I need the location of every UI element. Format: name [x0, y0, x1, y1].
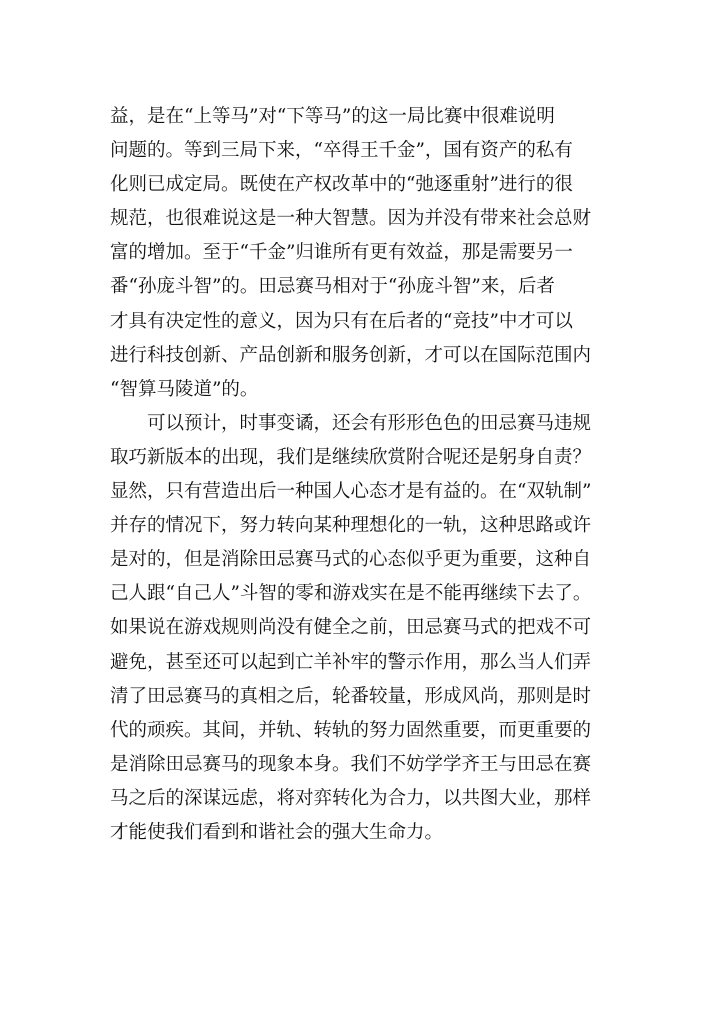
- body-text: [110, 100, 615, 850]
- text-line: 问题的。等到三局下来，“卒得王千金”，国有资产的私有: [110, 140, 573, 162]
- text-line: 是消除田忌赛马的现象本身。我们不妨学学齐王与田忌在赛: [110, 753, 592, 775]
- text-line: 马之后的深谋远虑，将对弈转化为合力，以共图大业，那样: [110, 787, 592, 809]
- text-line: 才具有决定性的意义，因为只有在后者的“竞技”中才可以: [110, 310, 573, 332]
- text-line: 代的顽疾。其间，并轨、转轨的努力固然重要，而更重要的: [110, 719, 592, 741]
- text-line: 规范，也很难说这是一种大智慧。因为并没有带来社会总财: [110, 208, 592, 230]
- text-line: 如果说在游戏规则尚没有健全之前，田忌赛马式的把戏不可: [110, 617, 592, 639]
- text-line: 取巧新版本的出现，我们是继续欣赏附合呢还是躬身自责？: [110, 446, 592, 468]
- text-line: 益，是在“上等马”对“下等马”的这一局比赛中很难说明: [110, 106, 555, 127]
- text-line: “智算马陵道”的。: [110, 378, 259, 400]
- text-line: 避免，甚至还可以起到亡羊补牢的警示作用，那么当人们弄: [110, 651, 592, 673]
- paragraph-start-line: 可以预计，时事变谲，还会有形形色色的田忌赛马违规: [147, 412, 592, 434]
- text-line: 进行科技创新、产品创新和服务创新，才可以在国际范围内: [110, 344, 592, 366]
- text-line: 己人跟“自己人”斗智的零和游戏实在是不能再继续下去了。: [110, 583, 592, 605]
- text-line: 才能使我们看到和谐社会的强大生命力。: [110, 821, 444, 843]
- text-line: 富的增加。至于“千金”归谁所有更有效益，那是需要另一: [110, 242, 573, 264]
- text-line: 是对的，但是消除田忌赛马式的心态似乎更为重要，这种自: [110, 549, 592, 571]
- text-line: 显然，只有营造出后一种国人心态才是有益的。在“双轨制”: [110, 481, 592, 503]
- text-line: 并存的情况下，努力转向某种理想化的一轨，这种思路或许: [110, 515, 592, 537]
- text-line: 番“孙庞斗智”的。田忌赛马相对于“孙庞斗智”来，后者: [110, 276, 555, 298]
- text-line: 清了田忌赛马的真相之后，轮番较量，形成风尚，那则是时: [110, 685, 592, 707]
- text-line: 化则已成定局。既使在产权改革中的“弛逐重射”进行的很: [110, 174, 573, 196]
